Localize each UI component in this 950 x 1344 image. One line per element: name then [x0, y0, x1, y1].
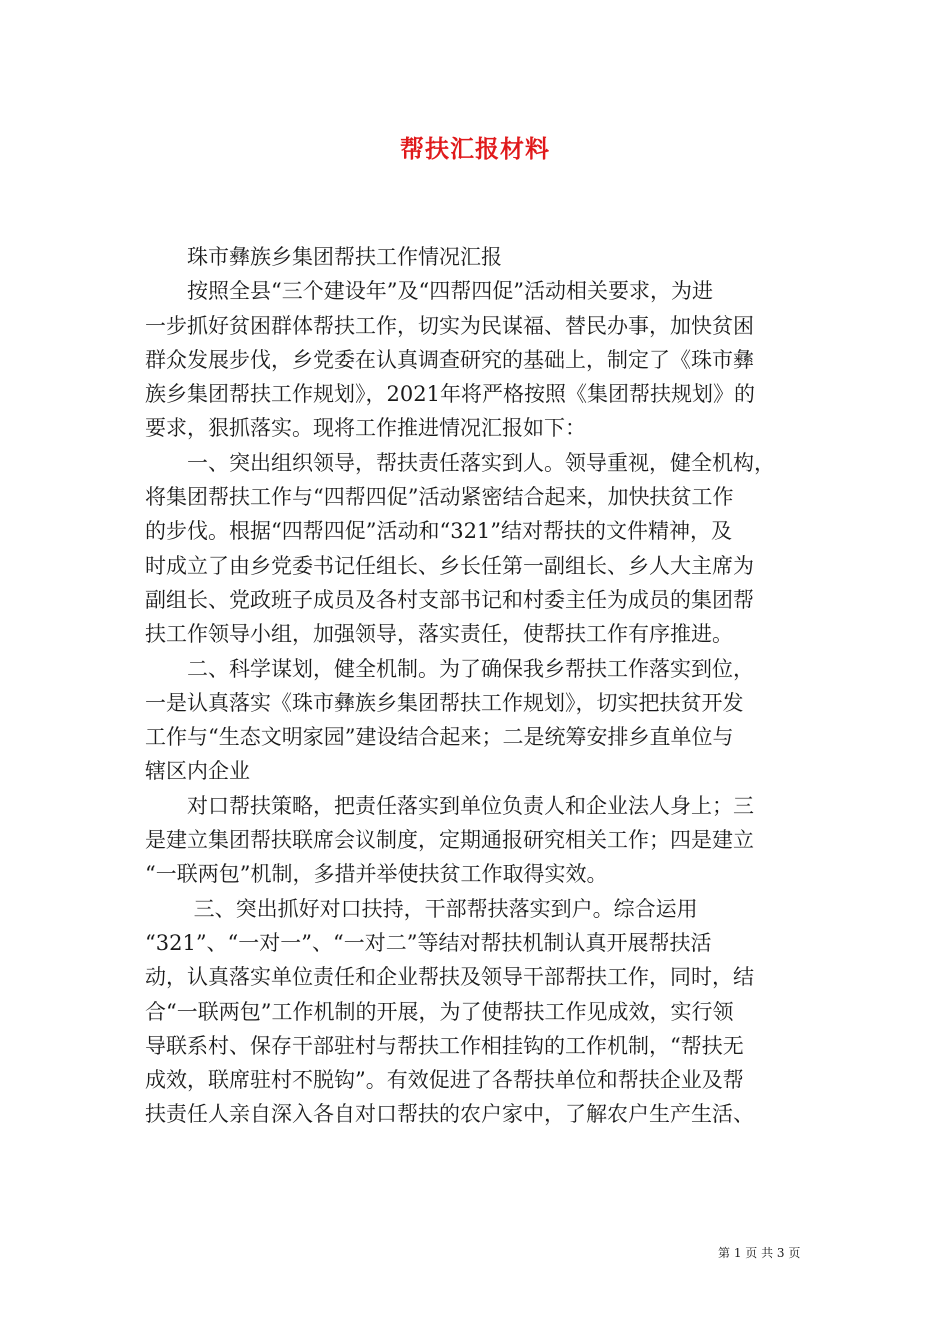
document-title: 帮扶汇报材料 [400, 134, 550, 163]
body-line: 按照全县“三个建设年”及“四帮四促”活动相关要求，为进 [145, 279, 713, 304]
document-body [145, 240, 821, 1132]
body-line: 一、突出组织领导，帮扶责任落实到人。领导重视，健全机构， [145, 450, 775, 475]
body-line: 二、科学谋划，健全机制。为了确保我乡帮扶工作落实到位， [145, 656, 754, 681]
body-line: 一是认真落实《珠市彝族乡集团帮扶工作规划》，切实把扶贫开发 [145, 690, 744, 715]
body-line: 一步抓好贫困群体帮扶工作，切实为民谋福、替民办事，加快贫困 [145, 313, 754, 338]
body-line: 副组长、党政班子成员及各村支部书记和村委主任为成员的集团帮 [145, 587, 754, 612]
body-line: 三、突出抓好对口扶持，干部帮扶落实到户。综合运用 [145, 896, 698, 921]
body-line: 对口帮扶策略，把责任落实到单位负责人和企业法人身上；三 [145, 793, 754, 818]
body-line: 合“一联两包”工作机制的开展，为了使帮扶工作见成效，实行领 [145, 999, 734, 1024]
body-line: 工作与“生态文明家园”建设结合起来；二是统筹安排乡直单位与 [145, 725, 734, 750]
page-number: 第 1 页 共 3 页 [718, 1246, 801, 1260]
body-line: 群众发展步伐，乡党委在认真调查研究的基础上，制定了《珠市彝 [145, 347, 754, 372]
body-line: 族乡集团帮扶工作规划》，2021年将严格按照《集团帮扶规划》的 [145, 382, 755, 407]
body-line: 是建立集团帮扶联席会议制度，定期通报研究相关工作；四是建立 [145, 828, 754, 853]
body-line: “一联两包”机制，多措并举使扶贫工作取得实效。 [145, 862, 608, 887]
body-line: 成效，联席驻村不脱钩”。有效促进了各帮扶单位和帮扶企业及帮 [145, 1068, 744, 1093]
body-line: 导联系村、保存干部驻村与帮扶工作相挂钩的工作机制，“帮扶无 [145, 1033, 744, 1058]
body-line: 珠市彝族乡集团帮扶工作情况汇报 [145, 245, 502, 269]
body-line: 扶工作领导小组，加强领导，落实责任，使帮扶工作有序推进。 [145, 622, 733, 647]
body-line: 辖区内企业 [145, 759, 250, 784]
body-line: 动，认真落实单位责任和企业帮扶及领导干部帮扶工作，同时，结 [145, 965, 754, 990]
body-line: 将集团帮扶工作与“四帮四促”活动紧密结合起来，加快扶贫工作 [145, 485, 734, 510]
body-line: “321”、“一对一”、“一对二”等结对帮扶机制认真开展帮扶活 [145, 930, 712, 955]
body-line: 要求，狠抓落实。现将工作推进情况汇报如下： [145, 416, 586, 441]
body-line: 的步伐。根据“四帮四促”活动和“321”结对帮扶的文件精神，及 [145, 519, 733, 544]
body-line: 时成立了由乡党委书记任组长、乡长任第一副组长、乡人大主席为 [145, 553, 754, 578]
body-line: 扶责任人亲自深入各自对口帮扶的农户家中，了解农户生产生活、 [145, 1102, 754, 1127]
